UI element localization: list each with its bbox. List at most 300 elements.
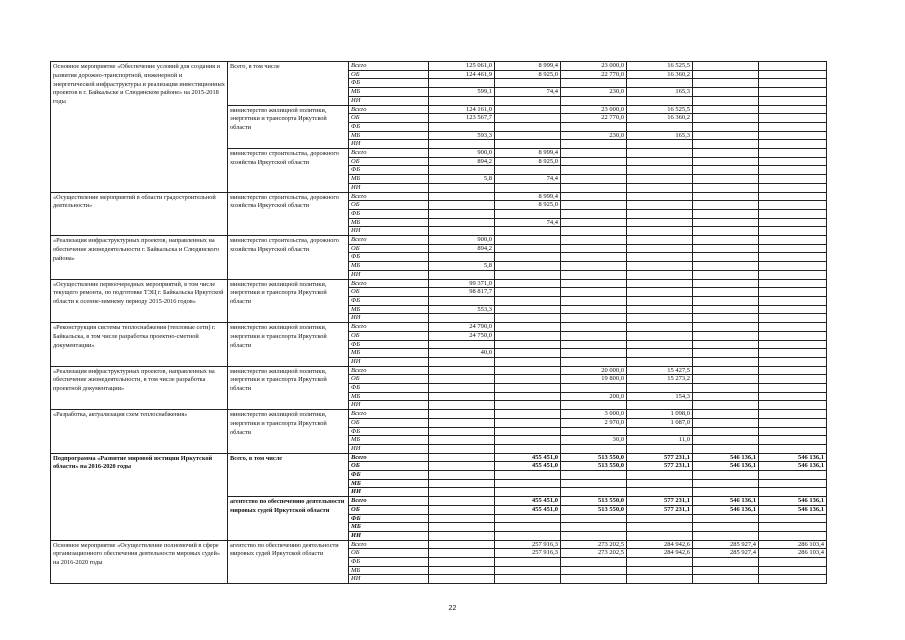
funding-value (759, 279, 827, 288)
funding-value (627, 201, 693, 210)
funding-value: 230,0 (561, 88, 627, 97)
funding-value: 577 231,1 (627, 497, 693, 506)
funding-value (693, 253, 759, 262)
funding-value (429, 462, 495, 471)
event-description: Основное мероприятие «Обеспечение условий для создания и развития дорожно-транспортной, инженерной и энергетической инфраструктуры и реализация инвестиционных проектов в г. Байкальске и Слюдянском районе» на 2015-2018 годы (51, 62, 228, 193)
funding-value: 74,4 (495, 175, 561, 184)
funding-value: 16 360,2 (627, 70, 693, 79)
funding-value (759, 366, 827, 375)
funding-value (627, 253, 693, 262)
funding-value (495, 288, 561, 297)
funding-value (561, 288, 627, 297)
funding-value (759, 131, 827, 140)
funding-value: 513 550,0 (561, 462, 627, 471)
funding-value: 593,3 (429, 131, 495, 140)
funding-value (561, 384, 627, 393)
funding-value (429, 192, 495, 201)
funding-value: 3 000,0 (561, 410, 627, 419)
funding-source: ФБ (349, 558, 429, 567)
funding-value (561, 140, 627, 149)
funding-value (429, 505, 495, 514)
funding-value (759, 201, 827, 210)
funding-value (693, 418, 759, 427)
funding-value (627, 175, 693, 184)
funding-value (759, 105, 827, 114)
funding-value (561, 575, 627, 584)
funding-value (429, 96, 495, 105)
funding-value (495, 357, 561, 366)
funding-source: Всего (349, 192, 429, 201)
funding-source: ИИ (349, 227, 429, 236)
funding-value (693, 227, 759, 236)
event-description: «Реализация инфраструктурных проектов, направленных на обеспечение жизнедеятельности, в том числе разработка проектной документации» (51, 366, 228, 410)
funding-value: 22 770,0 (561, 114, 627, 123)
funding-value (759, 436, 827, 445)
funding-value: 284 942,6 (627, 549, 693, 558)
funding-value (495, 323, 561, 332)
funding-value: 2 970,0 (561, 418, 627, 427)
funding-value (627, 209, 693, 218)
table-row (51, 410, 827, 419)
funding-value (693, 410, 759, 419)
funding-value (693, 392, 759, 401)
funding-value (693, 401, 759, 410)
funding-value (759, 218, 827, 227)
funding-value (495, 79, 561, 88)
funding-source: Всего (349, 236, 429, 245)
funding-value (429, 558, 495, 567)
funding-value (495, 209, 561, 218)
funding-value (495, 122, 561, 131)
table-row (51, 540, 827, 549)
funding-value (759, 305, 827, 314)
funding-value (693, 436, 759, 445)
funding-value (759, 323, 827, 332)
funding-value: 546 136,1 (759, 453, 827, 462)
funding-value (495, 314, 561, 323)
funding-value (693, 296, 759, 305)
funding-source: ФБ (349, 296, 429, 305)
responsible-executor: министерство строительства, дорожного хозяйства Иркутской области (228, 236, 349, 280)
funding-value (561, 479, 627, 488)
funding-value (561, 79, 627, 88)
funding-value (627, 183, 693, 192)
funding-value: 286 103,4 (759, 549, 827, 558)
funding-value (495, 236, 561, 245)
funding-source: ОБ (349, 244, 429, 253)
event-description: «Осуществление первоочередных мероприятий, в том числе текущего ремонта, по подготовке ТЭЦ г. Байкальска Иркутской области к осенне-зимнему периоду 2015-2016 годов» (51, 279, 228, 323)
funding-value: 455 451,0 (495, 462, 561, 471)
funding-value (627, 288, 693, 297)
funding-value (693, 375, 759, 384)
funding-value (693, 279, 759, 288)
funding-value (429, 296, 495, 305)
funding-value (561, 209, 627, 218)
funding-value (759, 418, 827, 427)
funding-source: ФБ (349, 166, 429, 175)
funding-value: 894,2 (429, 244, 495, 253)
funding-value: 30,0 (561, 436, 627, 445)
funding-source: Всего (349, 497, 429, 506)
funding-source: Всего (349, 323, 429, 332)
funding-value (561, 357, 627, 366)
funding-value (561, 566, 627, 575)
funding-value: 513 550,0 (561, 497, 627, 506)
funding-value (693, 201, 759, 210)
funding-value: 230,0 (561, 131, 627, 140)
funding-value: 124 461,9 (429, 70, 495, 79)
funding-value (759, 262, 827, 271)
funding-value (759, 175, 827, 184)
funding-value (495, 270, 561, 279)
funding-value (759, 392, 827, 401)
funding-value (429, 392, 495, 401)
funding-value (429, 270, 495, 279)
funding-value (429, 375, 495, 384)
funding-source: Всего (349, 540, 429, 549)
funding-value (759, 357, 827, 366)
funding-source: ФБ (349, 209, 429, 218)
funding-value: 74,4 (495, 88, 561, 97)
funding-value: 16 525,5 (627, 62, 693, 71)
funding-value (627, 270, 693, 279)
funding-value (429, 183, 495, 192)
funding-source: МБ (349, 436, 429, 445)
funding-source: ИИ (349, 96, 429, 105)
funding-value (495, 331, 561, 340)
funding-value (627, 488, 693, 497)
funding-value (495, 471, 561, 480)
funding-value (693, 183, 759, 192)
funding-source: МБ (349, 262, 429, 271)
funding-value (561, 401, 627, 410)
table-row (51, 62, 827, 71)
funding-value (495, 558, 561, 567)
funding-value: 599,1 (429, 88, 495, 97)
funding-value (693, 192, 759, 201)
funding-value (561, 340, 627, 349)
funding-value (561, 96, 627, 105)
funding-value: 284 942,6 (627, 540, 693, 549)
funding-value: 20 000,0 (561, 366, 627, 375)
page-number: 22 (448, 605, 457, 612)
funding-value: 577 231,1 (627, 453, 693, 462)
funding-value (429, 575, 495, 584)
funding-source: ФБ (349, 122, 429, 131)
funding-value (693, 166, 759, 175)
funding-value (429, 540, 495, 549)
event-description: «Осуществление мероприятий в области градостроительной деятельности» (51, 192, 228, 236)
funding-value (561, 523, 627, 532)
funding-value (429, 166, 495, 175)
funding-source: Всего (349, 105, 429, 114)
funding-value (759, 488, 827, 497)
funding-source: ОБ (349, 462, 429, 471)
funding-value (759, 558, 827, 567)
funding-value (627, 218, 693, 227)
funding-value (561, 488, 627, 497)
funding-value (495, 140, 561, 149)
funding-value (759, 566, 827, 575)
funding-value: 546 136,1 (693, 497, 759, 506)
funding-value (759, 575, 827, 584)
funding-value: 5,8 (429, 175, 495, 184)
funding-value: 546 136,1 (759, 497, 827, 506)
funding-value (759, 471, 827, 480)
funding-value: 8 999,4 (495, 192, 561, 201)
funding-value (495, 253, 561, 262)
funding-value (759, 62, 827, 71)
funding-value: 19 800,0 (561, 375, 627, 384)
funding-source: ОБ (349, 70, 429, 79)
funding-value (759, 140, 827, 149)
funding-value: 285 927,4 (693, 540, 759, 549)
funding-source: ИИ (349, 444, 429, 453)
funding-value (495, 183, 561, 192)
funding-value (561, 427, 627, 436)
funding-value (627, 96, 693, 105)
funding-source: ОБ (349, 331, 429, 340)
funding-source: ФБ (349, 514, 429, 523)
funding-value (561, 201, 627, 210)
funding-value (759, 288, 827, 297)
funding-value (759, 114, 827, 123)
responsible-executor: министерство жилищной политики, энергетики и транспорта Иркутской области (228, 410, 349, 454)
funding-value (627, 566, 693, 575)
funding-value: 124 161,0 (429, 105, 495, 114)
funding-value (561, 218, 627, 227)
funding-value (693, 262, 759, 271)
funding-source: МБ (349, 566, 429, 575)
funding-value (693, 314, 759, 323)
funding-value (627, 531, 693, 540)
funding-value (759, 192, 827, 201)
funding-value (627, 227, 693, 236)
funding-value (759, 227, 827, 236)
funding-value (561, 514, 627, 523)
funding-source: ИИ (349, 401, 429, 410)
funding-value (429, 201, 495, 210)
funding-value: 98 817,7 (429, 288, 495, 297)
funding-value (561, 305, 627, 314)
funding-value: 165,3 (627, 88, 693, 97)
funding-value (429, 79, 495, 88)
funding-value: 894,2 (429, 157, 495, 166)
funding-value (429, 497, 495, 506)
funding-value (429, 340, 495, 349)
funding-value (495, 444, 561, 453)
funding-value (627, 479, 693, 488)
funding-value (561, 558, 627, 567)
funding-value (429, 227, 495, 236)
event-description: «Реконструкция системы теплоснабжения (тепловые сети) г. Байкальска, в том числе разработка проектно-сметной документации» (51, 323, 228, 367)
funding-value (759, 270, 827, 279)
funding-value (561, 149, 627, 158)
funding-value (627, 575, 693, 584)
funding-value (627, 279, 693, 288)
funding-value (495, 375, 561, 384)
funding-value (627, 357, 693, 366)
funding-value: 40,0 (429, 349, 495, 358)
funding-value (693, 357, 759, 366)
funding-value: 74,4 (495, 218, 561, 227)
funding-value (495, 166, 561, 175)
funding-value: 8 925,0 (495, 201, 561, 210)
funding-value (759, 523, 827, 532)
funding-value (561, 471, 627, 480)
funding-value (693, 427, 759, 436)
funding-value (495, 418, 561, 427)
funding-value (429, 366, 495, 375)
funding-value (429, 418, 495, 427)
funding-source: ИИ (349, 270, 429, 279)
funding-value: 273 202,5 (561, 540, 627, 549)
funding-value (759, 122, 827, 131)
funding-value: 165,3 (627, 131, 693, 140)
funding-value (495, 566, 561, 575)
funding-value (429, 218, 495, 227)
table-row (51, 366, 827, 375)
funding-source: ОБ (349, 549, 429, 558)
funding-value: 546 136,1 (693, 453, 759, 462)
funding-value (627, 444, 693, 453)
funding-value (627, 514, 693, 523)
funding-value (693, 531, 759, 540)
funding-value (759, 340, 827, 349)
funding-value (429, 549, 495, 558)
funding-value (495, 131, 561, 140)
funding-value: 15 427,5 (627, 366, 693, 375)
funding-value (561, 531, 627, 540)
funding-value (561, 296, 627, 305)
funding-value (693, 79, 759, 88)
funding-value (759, 479, 827, 488)
responsible-executor: министерство строительства, дорожного хозяйства Иркутской области (228, 192, 349, 236)
funding-value (693, 131, 759, 140)
funding-value (759, 96, 827, 105)
funding-value (495, 244, 561, 253)
funding-value (693, 70, 759, 79)
event-description: Подпрограмма «Развитие мировой юстиции Иркутской области» на 2016-2020 годы (51, 453, 228, 540)
funding-value (429, 384, 495, 393)
funding-value (759, 166, 827, 175)
funding-value (495, 296, 561, 305)
funding-value (693, 444, 759, 453)
funding-value (759, 401, 827, 410)
funding-value (693, 323, 759, 332)
table-row (51, 279, 827, 288)
funding-source: МБ (349, 218, 429, 227)
funding-value (495, 105, 561, 114)
funding-value (627, 140, 693, 149)
funding-value (429, 514, 495, 523)
funding-value (561, 314, 627, 323)
funding-value: 16 360,2 (627, 114, 693, 123)
funding-value: 455 451,0 (495, 497, 561, 506)
funding-value (627, 166, 693, 175)
funding-source: ФБ (349, 384, 429, 393)
funding-value (561, 175, 627, 184)
funding-value: 8 925,0 (495, 70, 561, 79)
funding-value: 900,0 (429, 236, 495, 245)
funding-value: 1 098,0 (627, 410, 693, 419)
funding-value (429, 531, 495, 540)
funding-value: 123 567,7 (429, 114, 495, 123)
funding-value: 23 000,0 (561, 105, 627, 114)
funding-value: 513 550,0 (561, 453, 627, 462)
funding-value (561, 244, 627, 253)
funding-value (759, 183, 827, 192)
funding-value: 257 916,3 (495, 549, 561, 558)
funding-value (759, 410, 827, 419)
funding-value (693, 175, 759, 184)
funding-value (759, 253, 827, 262)
funding-value (759, 375, 827, 384)
funding-value (429, 122, 495, 131)
funding-value (759, 384, 827, 393)
funding-value (627, 314, 693, 323)
funding-value (759, 349, 827, 358)
responsible-executor: агентство по обеспечению деятельности мировых судей Иркутской области (228, 540, 349, 584)
funding-value (759, 514, 827, 523)
funding-source: Всего (349, 453, 429, 462)
funding-source: Всего (349, 62, 429, 71)
responsible-executor: министерство жилищной политики, энергетики и транспорта Иркутской области (228, 105, 349, 149)
funding-value (627, 79, 693, 88)
funding-value (693, 523, 759, 532)
funding-value (495, 479, 561, 488)
funding-source: ИИ (349, 140, 429, 149)
funding-value (495, 401, 561, 410)
funding-value (429, 453, 495, 462)
funding-value (693, 558, 759, 567)
funding-value: 286 103,4 (759, 540, 827, 549)
funding-source: МБ (349, 349, 429, 358)
funding-value (495, 427, 561, 436)
funding-value (561, 236, 627, 245)
funding-source: МБ (349, 305, 429, 314)
funding-value (495, 384, 561, 393)
funding-value (693, 218, 759, 227)
funding-value: 5,8 (429, 262, 495, 271)
funding-value (429, 479, 495, 488)
funding-value (627, 323, 693, 332)
funding-source: МБ (349, 175, 429, 184)
funding-value (627, 384, 693, 393)
funding-value (429, 471, 495, 480)
funding-value (561, 192, 627, 201)
funding-value (693, 122, 759, 131)
funding-value (693, 479, 759, 488)
funding-value (693, 209, 759, 218)
funding-value (693, 366, 759, 375)
funding-value (561, 444, 627, 453)
funding-source: ОБ (349, 201, 429, 210)
funding-value (495, 366, 561, 375)
funding-value (759, 70, 827, 79)
funding-value (759, 236, 827, 245)
funding-source: МБ (349, 479, 429, 488)
funding-source: ОБ (349, 157, 429, 166)
funding-value (495, 349, 561, 358)
funding-value (495, 262, 561, 271)
funding-value: 154,3 (627, 392, 693, 401)
funding-value (429, 209, 495, 218)
funding-value (429, 357, 495, 366)
responsible-executor: Всего, в том числе (228, 62, 349, 106)
responsible-executor: министерство жилищной политики, энергетики и транспорта Иркутской области (228, 279, 349, 323)
funding-value (627, 305, 693, 314)
